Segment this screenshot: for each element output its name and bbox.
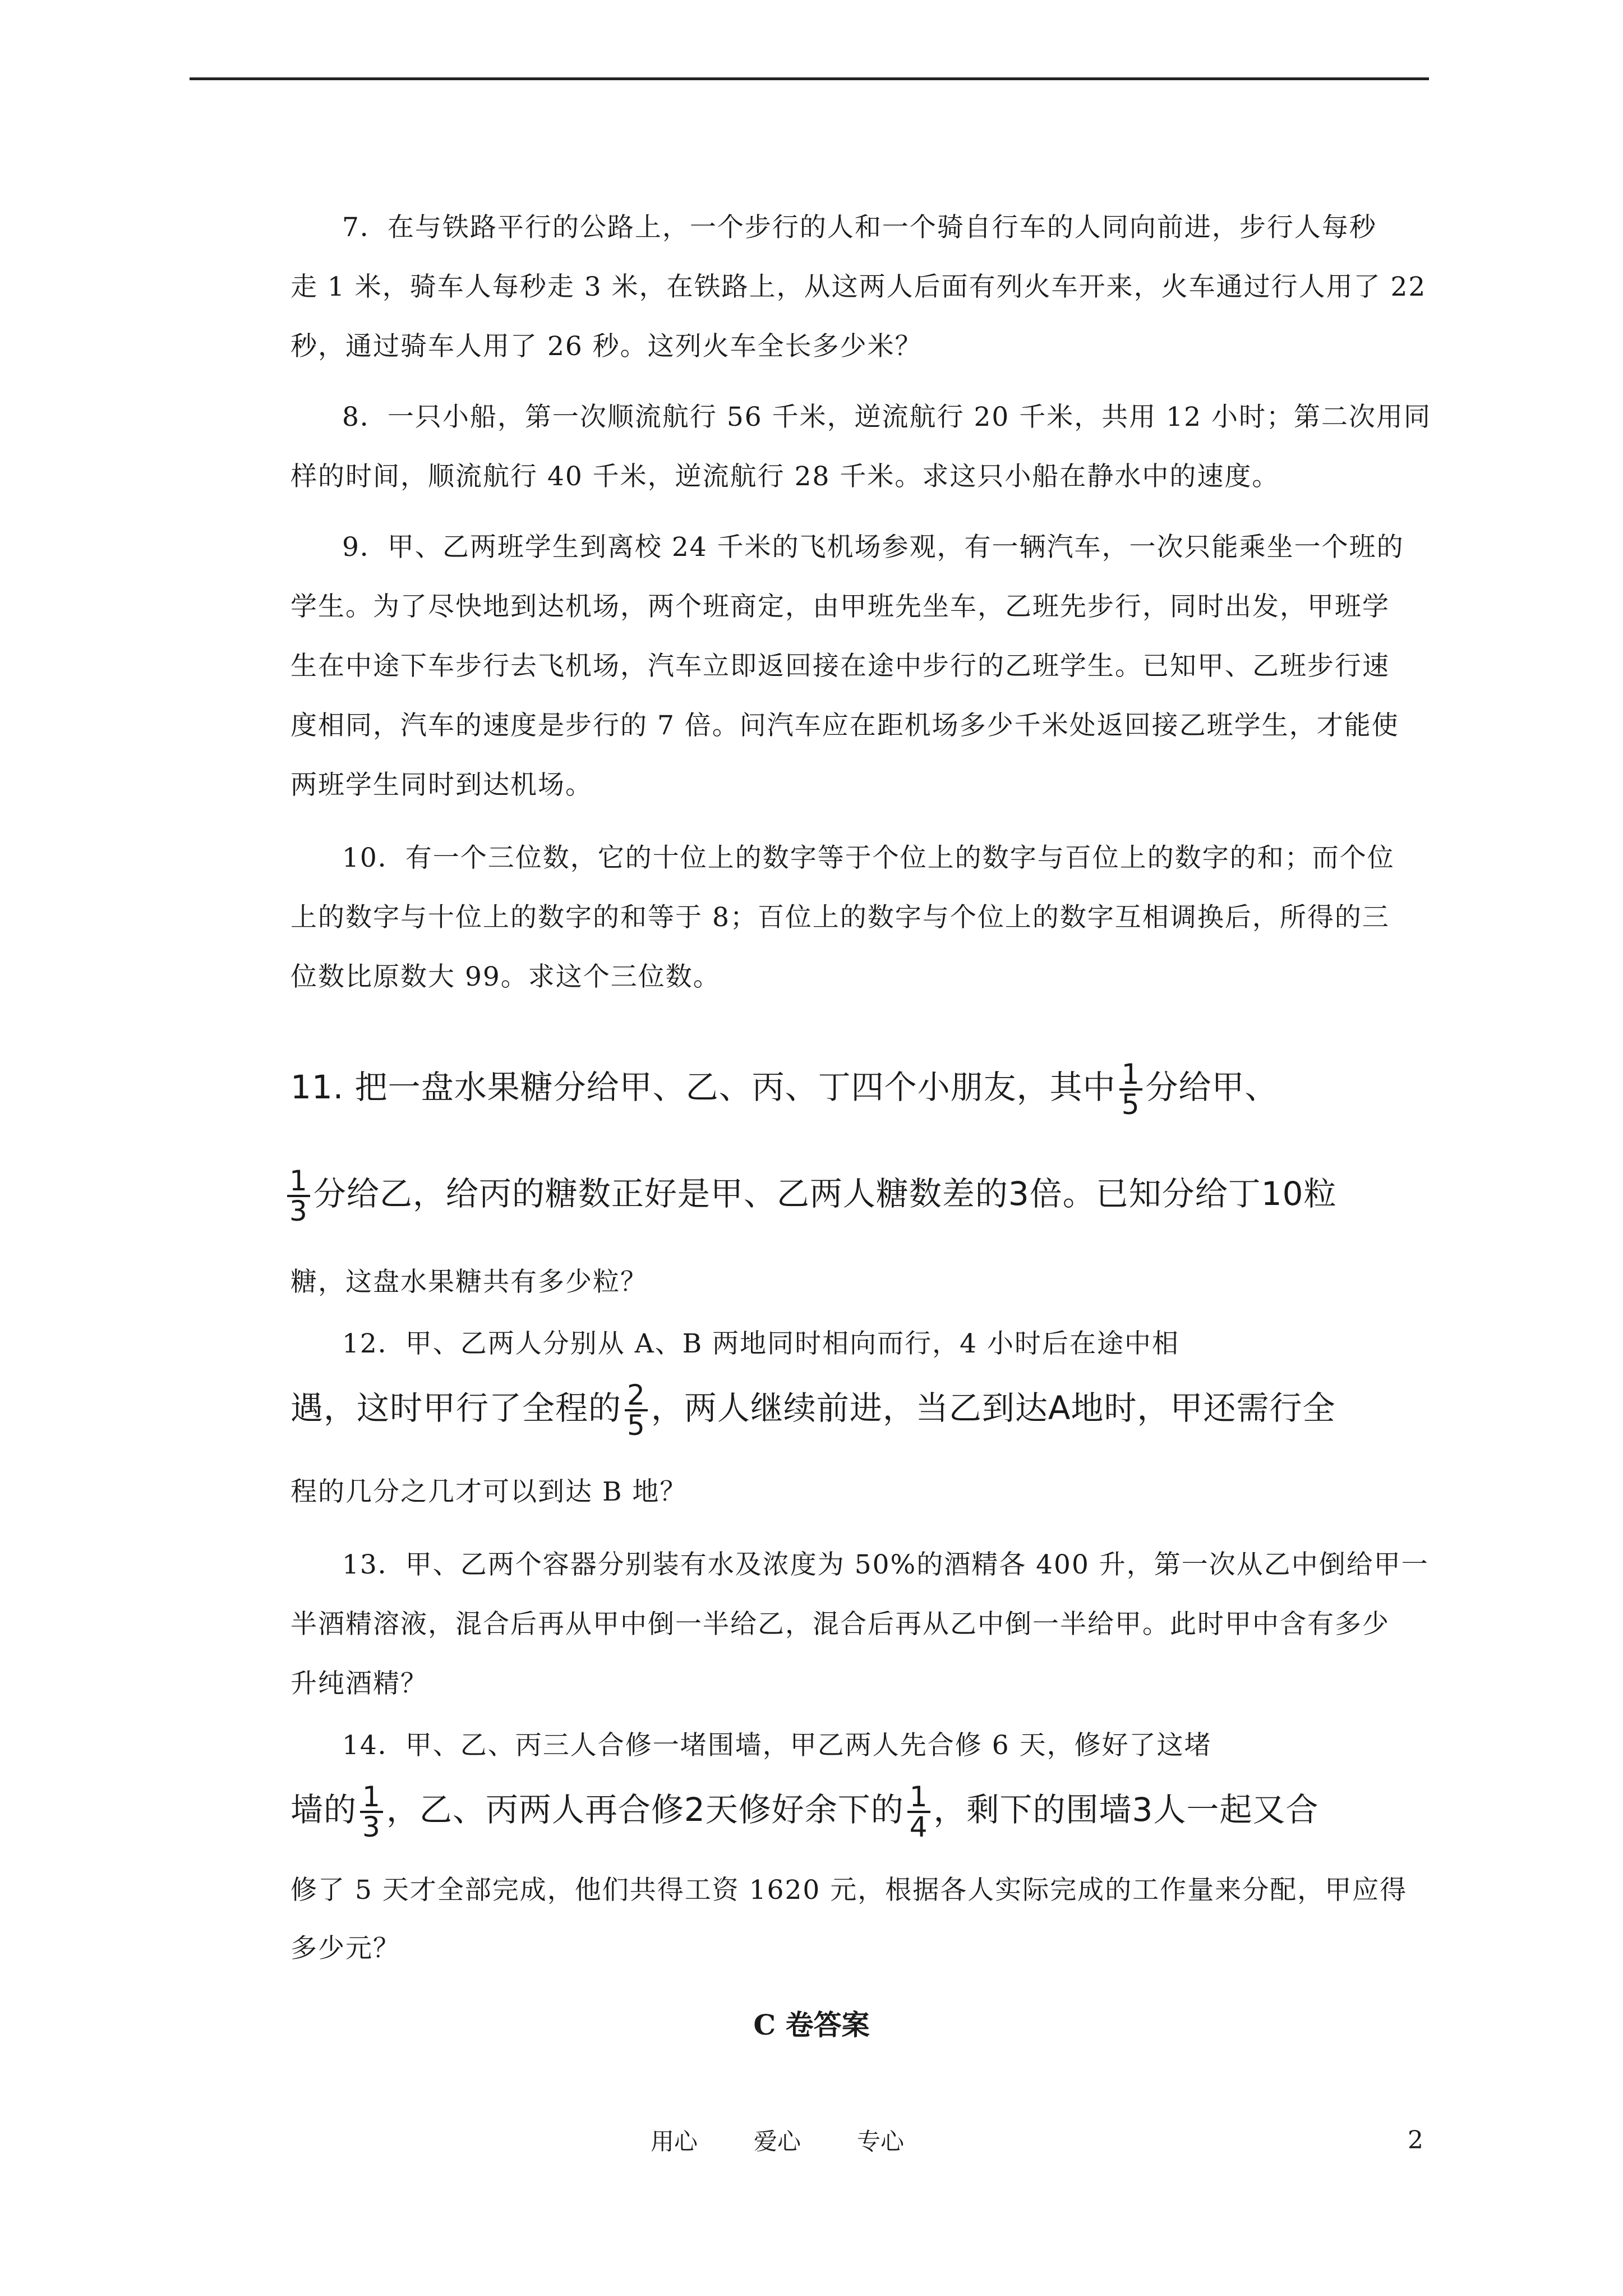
problem-14-text-2a: 墙的 <box>291 1791 357 1829</box>
problem-11-text-1b: 分给甲、 <box>1145 1068 1278 1107</box>
problem-14-line-2 <box>291 1780 1319 1843</box>
problem-10-line-2: 上的数字与十位上的数字的和等于 8；百位上的数字与个位上的数字互相调换后，所得的三 <box>291 902 1390 933</box>
fraction-numerator: 2 <box>625 1381 648 1411</box>
footer-word-1: 用心 <box>651 2128 698 2155</box>
fraction-one-third <box>360 1780 383 1843</box>
problem-11-line-1 <box>291 1060 1278 1119</box>
footer-word-2: 爱心 <box>754 2128 801 2155</box>
problem-9-line-1: 9．甲、乙两班学生到离校 24 千米的飞机场参观，有一辆汽车，一次只能乘坐一个班的 <box>342 532 1404 563</box>
fraction-denominator: 5 <box>1121 1088 1140 1121</box>
problem-7-line-3: 秒，通过骑车人用了 26 秒。这列火车全长多少米？ <box>291 331 923 362</box>
fraction-one-fourth <box>907 1780 930 1843</box>
fraction-one-fifth <box>1119 1060 1142 1119</box>
fraction-numerator: 1 <box>360 1783 383 1813</box>
problem-9-line-5: 两班学生同时到达机场。 <box>291 770 593 800</box>
problem-13-line-1: 13．甲、乙两个容器分别装有水及浓度为 50%的酒精各 400 升，第一次从乙中倒给甲一 <box>342 1549 1429 1580</box>
fraction-denominator: 4 <box>909 1811 928 1843</box>
problem-14-line-3: 修了 5 天才全部完成，他们共得工资 1620 元，根据各人实际完成的工作量来分配，甲应得 <box>291 1875 1408 1906</box>
problem-12-text-2a: 遇，这时甲行了全程的 <box>291 1389 622 1428</box>
problem-12-line-3: 程的几分之几才可以到达 B 地？ <box>291 1476 688 1507</box>
problem-10-line-1: 10．有一个三位数，它的十位上的数字等于个位上的数字与百位上的数字的和；而个位 <box>342 843 1395 873</box>
fraction-denominator: 3 <box>362 1811 381 1843</box>
problem-13-line-2: 半酒精溶液，混合后再从甲中倒一半给乙，混合后再从乙中倒一半给甲。此时甲中含有多少 <box>291 1609 1390 1640</box>
problem-7-line-2: 走 1 米，骑车人每秒走 3 米，在铁路上，从这两人后面有列火车开来，火车通过行人用了 22 <box>291 272 1427 302</box>
problem-11-line-2 <box>284 1167 1337 1225</box>
fraction-numerator: 1 <box>287 1167 310 1197</box>
fraction-two-fifths <box>625 1379 648 1442</box>
fraction-one-third <box>287 1167 310 1225</box>
problem-14-text-2c: ，剩下的围墙3人一起又合 <box>933 1791 1319 1829</box>
problem-14-text-2b: ，乙、丙两人再合修2天修好余下的 <box>386 1791 904 1829</box>
problem-10-line-3: 位数比原数大 99。求这个三位数。 <box>291 961 721 992</box>
problem-11-text-1a: 11. 把一盘水果糖分给甲、乙、丙、丁四个小朋友，其中 <box>291 1068 1116 1107</box>
problem-11-line-3: 糖，这盘水果糖共有多少粒？ <box>291 1267 648 1297</box>
answer-section-title: C 卷答案 <box>753 2008 870 2041</box>
problem-7-line-1: 7．在与铁路平行的公路上，一个步行的人和一个骑自行车的人同向前进，步行人每秒 <box>342 212 1377 243</box>
problem-9-line-3: 生在中途下车步行去飞机场，汽车立即返回接在途中步行的乙班学生。已知甲、乙班步行速 <box>291 651 1390 682</box>
page-number: 2 <box>1408 2126 1423 2155</box>
problem-14-line-4: 多少元？ <box>291 1933 400 1964</box>
fraction-denominator: 3 <box>289 1195 308 1227</box>
problem-14-line-1: 14．甲、乙、丙三人合修一堵围墙，甲乙两人先合修 6 天，修好了这堵 <box>342 1730 1212 1761</box>
fraction-numerator: 1 <box>907 1783 930 1813</box>
problem-8-line-2: 样的时间，顺流航行 40 千米，逆流航行 28 千米。求这只小船在静水中的速度。 <box>291 461 1280 492</box>
header-rule <box>190 77 1429 80</box>
problem-12-text-2b: ，两人继续前进，当乙到达A地时，甲还需行全 <box>651 1389 1336 1428</box>
problem-9-line-4: 度相同，汽车的速度是步行的 7 倍。问汽车应在距机场多少千米处返回接乙班学生，才能使 <box>291 710 1399 741</box>
problem-12-line-2 <box>291 1379 1336 1442</box>
problem-12-line-1: 12．甲、乙两人分别从 A、B 两地同时相向而行，4 小时后在途中相 <box>342 1328 1180 1359</box>
problem-11-text-2b: 分给乙，给丙的糖数正好是甲、乙两人糖数差的3倍。已知分给丁10粒 <box>313 1175 1337 1213</box>
fraction-denominator: 5 <box>627 1409 645 1442</box>
problem-8-line-1: 8．一只小船，第一次顺流航行 56 千米，逆流航行 20 千米，共用 12 小时；第二次用同 <box>342 402 1431 432</box>
problem-13-line-3: 升纯酒精？ <box>291 1668 428 1699</box>
page-footer <box>651 2123 960 2157</box>
problem-9-line-2: 学生。为了尽快地到达机场，两个班商定，由甲班先坐车，乙班先步行，同时出发，甲班学 <box>291 591 1390 622</box>
fraction-numerator: 1 <box>1119 1060 1142 1091</box>
footer-word-3: 专心 <box>857 2128 905 2155</box>
